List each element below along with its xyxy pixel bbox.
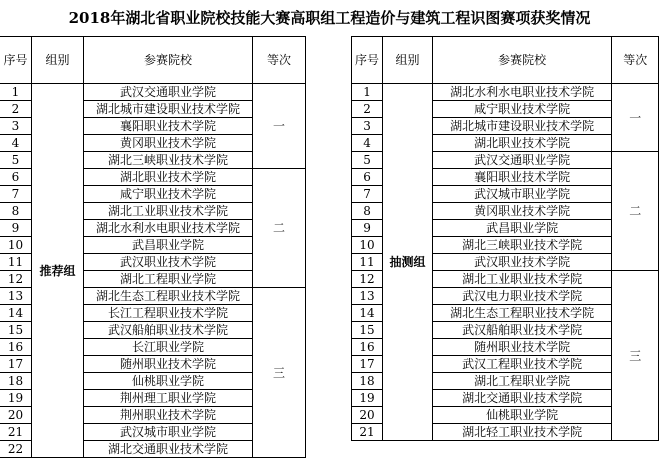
school-name: 武汉城市职业学院 <box>84 424 253 441</box>
school-name: 随州职业技术学院 <box>432 339 611 356</box>
row-number: 10 <box>0 237 32 254</box>
school-name: 湖北工程职业学院 <box>432 373 611 390</box>
header-group: 组别 <box>383 37 433 84</box>
school-name: 长江职业学院 <box>84 339 253 356</box>
header-no: 序号 <box>352 37 383 84</box>
school-name: 武汉职业技术学院 <box>84 254 253 271</box>
award-level: 一 <box>253 84 306 169</box>
row-number: 1 <box>352 84 383 101</box>
school-name: 湖北工业职业技术学院 <box>432 271 611 288</box>
school-name: 湖北生态工程职业技术学院 <box>432 305 611 322</box>
school-name: 黄冈职业技术学院 <box>432 203 611 220</box>
school-name: 湖北城市建设职业技术学院 <box>432 118 611 135</box>
group-cell: 推荐组 <box>32 84 84 458</box>
school-name: 咸宁职业技术学院 <box>432 101 611 118</box>
school-name: 武汉城市职业学院 <box>432 186 611 203</box>
school-name: 武汉交通职业学院 <box>432 152 611 169</box>
row-number: 2 <box>352 101 383 118</box>
row-number: 18 <box>352 373 383 390</box>
row-number: 9 <box>352 220 383 237</box>
row-number: 22 <box>0 441 32 458</box>
table-row <box>352 84 659 101</box>
school-name: 武汉电力职业技术学院 <box>432 288 611 305</box>
row-number: 4 <box>0 135 32 152</box>
row-number: 14 <box>352 305 383 322</box>
school-name: 湖北生态工程职业技术学院 <box>84 288 253 305</box>
school-name: 武汉职业技术学院 <box>432 254 611 271</box>
school-name: 湖北交通职业技术学院 <box>432 390 611 407</box>
school-name: 襄阳职业技术学院 <box>432 169 611 186</box>
row-number: 13 <box>352 288 383 305</box>
row-number: 7 <box>0 186 32 203</box>
header-row <box>0 37 306 84</box>
row-number: 12 <box>0 271 32 288</box>
row-number: 21 <box>0 424 32 441</box>
row-number: 18 <box>0 373 32 390</box>
header-school: 参赛院校 <box>84 37 253 84</box>
header-level: 等次 <box>612 37 659 84</box>
page-title: 2018年湖北省职业院校技能大赛高职组工程造价与建筑工程识图赛项获奖情况 <box>68 9 591 27</box>
row-number: 5 <box>352 152 383 169</box>
school-name: 湖北交通职业技术学院 <box>84 441 253 458</box>
row-number: 15 <box>352 322 383 339</box>
school-name: 武昌职业学院 <box>432 220 611 237</box>
school-name: 武汉工程职业技术学院 <box>432 356 611 373</box>
row-number: 7 <box>352 186 383 203</box>
row-number: 17 <box>352 356 383 373</box>
school-name: 黄冈职业技术学院 <box>84 135 253 152</box>
row-number: 16 <box>352 339 383 356</box>
school-name: 随州职业技术学院 <box>84 356 253 373</box>
row-number: 6 <box>352 169 383 186</box>
row-number: 12 <box>352 271 383 288</box>
row-number: 9 <box>0 220 32 237</box>
school-name: 武汉交通职业学院 <box>84 84 253 101</box>
sampling-group-table <box>351 36 659 441</box>
school-name: 湖北职业技术学院 <box>84 169 253 186</box>
school-name: 湖北轻工职业技术学院 <box>432 424 611 441</box>
row-number: 6 <box>0 169 32 186</box>
header-row <box>352 37 659 84</box>
row-number: 8 <box>0 203 32 220</box>
header-group: 组别 <box>32 37 84 84</box>
row-number: 16 <box>0 339 32 356</box>
school-name: 襄阳职业技术学院 <box>84 118 253 135</box>
school-name: 仙桃职业学院 <box>432 407 611 424</box>
recommended-group-table <box>0 36 306 458</box>
school-name: 武汉船舶职业技术学院 <box>432 322 611 339</box>
row-number: 20 <box>0 407 32 424</box>
school-name: 仙桃职业学院 <box>84 373 253 390</box>
school-name: 荆州理工职业学院 <box>84 390 253 407</box>
row-number: 10 <box>352 237 383 254</box>
award-level: 一 <box>612 84 659 152</box>
header-school: 参赛院校 <box>432 37 611 84</box>
school-name: 荆州职业技术学院 <box>84 407 253 424</box>
award-level: 三 <box>612 271 659 441</box>
row-number: 2 <box>0 101 32 118</box>
row-number: 8 <box>352 203 383 220</box>
table-row <box>0 84 306 101</box>
school-name: 湖北三峡职业技术学院 <box>84 152 253 169</box>
school-name: 湖北城市建设职业技术学院 <box>84 101 253 118</box>
row-number: 20 <box>352 407 383 424</box>
row-number: 14 <box>0 305 32 322</box>
row-number: 1 <box>0 84 32 101</box>
school-name: 湖北三峡职业技术学院 <box>432 237 611 254</box>
school-name: 湖北水利水电职业技术学院 <box>432 84 611 101</box>
row-number: 5 <box>0 152 32 169</box>
row-number: 15 <box>0 322 32 339</box>
award-level: 三 <box>253 288 306 458</box>
school-name: 湖北职业技术学院 <box>432 135 611 152</box>
row-number: 19 <box>352 390 383 407</box>
awards-table-area <box>0 36 659 456</box>
school-name: 湖北水利水电职业技术学院 <box>84 220 253 237</box>
row-number: 3 <box>352 118 383 135</box>
row-number: 4 <box>352 135 383 152</box>
award-level: 二 <box>612 152 659 271</box>
school-name: 湖北工业职业技术学院 <box>84 203 253 220</box>
row-number: 13 <box>0 288 32 305</box>
school-name: 湖北工程职业学院 <box>84 271 253 288</box>
award-level: 二 <box>253 169 306 288</box>
group-cell: 抽测组 <box>383 84 433 441</box>
school-name: 咸宁职业技术学院 <box>84 186 253 203</box>
row-number: 21 <box>352 424 383 441</box>
row-number: 17 <box>0 356 32 373</box>
watermark <box>652 434 655 444</box>
row-number: 3 <box>0 118 32 135</box>
row-number: 19 <box>0 390 32 407</box>
header-no: 序号 <box>0 37 32 84</box>
row-number: 11 <box>352 254 383 271</box>
school-name: 长江工程职业技术学院 <box>84 305 253 322</box>
row-number: 11 <box>0 254 32 271</box>
school-name: 武汉船舶职业技术学院 <box>84 322 253 339</box>
school-name: 武昌职业学院 <box>84 237 253 254</box>
header-level: 等次 <box>253 37 306 84</box>
